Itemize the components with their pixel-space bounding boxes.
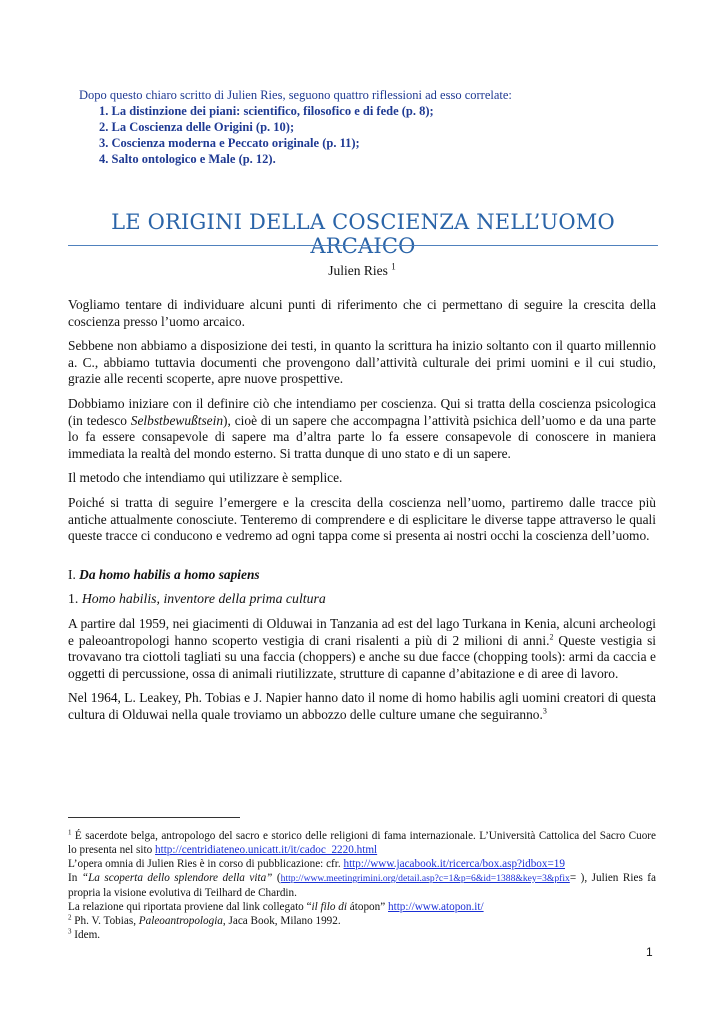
footnote-ref: 2: [549, 632, 554, 642]
paragraph: Dobbiamo iniziare con il definire ciò che intendiamo per coscienza. Qui si tratta della coscienza psicologica (in tedesco Selbstbewußtsein), cioè di un sapere che accompagna l’attività psichica dell’uomo e da una parte lo fa essere consapevole di sapere ma d’altra parte lo fa essere consapevole di conoscere in maniera immediata la realtà del mondo esterno. Si tratta dunque di uno stato e di un sapere.: [68, 395, 656, 461]
footnote-ref: 3: [542, 706, 547, 716]
paragraph: Il metodo che intendiamo qui utilizzare è semplice.: [68, 470, 343, 486]
paragraph: Vogliamo tentare di individuare alcuni punti di riferimento che ci permettano di seguire la crescita della coscienza presso l’uomo arcaico.: [68, 297, 656, 329]
list-item: 1. La distinzione dei piani: scientifico, filosofico e di fede (p. 8);: [99, 104, 434, 118]
paragraph: A partire dal 1959, nei giacimenti di Olduwai in Tanzania ad est del lago Turkana in Kenia, alcuni archeologi e paleoantropologi hanno scoperto vestigia di crani risalenti a più di 2 milioni di anni.$^2$ Queste vestigia si trovavano tra ciottoli tagliati su una faccia (choppers) e anche su due facce (chopping tools): armi da caccia e oggetti di percussione, ossa di animali riutilizzate, strutture di capanne d’abitazione e di aree di lavoro.: [68, 615, 656, 681]
section-heading: I. Da homo habilis a homo sapiens: [68, 566, 260, 582]
subsection-heading: 1. Homo habilis, inventore della prima cultura: [68, 591, 326, 607]
related-reflections-list: [79, 103, 679, 167]
list-item: 2. La Coscienza delle Origini (p. 10);: [99, 120, 295, 134]
author-name: Julien Ries: [328, 263, 388, 278]
footnote-divider: [68, 817, 240, 818]
footnotes: [68, 829, 656, 942]
title-divider: [68, 245, 658, 246]
footnote-2: $^2$ Ph. V. Tobias, Paleoantropologia, Jaca Book, Milano 1992.: [68, 913, 341, 927]
footnote-1-line2: L’opera omnia di Julien Ries è in corso di pubblicazione: cfr. http://www.jacabook.it/ricerca/box.asp?idbox=19: [68, 858, 565, 870]
paragraph: Poiché si tratta di seguire l’emergere e la crescita della coscienza nell’uomo, partiremo dalle tracce più antiche attualmente conosciute. Tenteremo di comprendere e di esplicitare le diverse tappe attraverso le quali queste tracce ci conducono e vedremo ad ogni tappa come si presenta ai nostri occhi la coscienza dell’uomo.: [68, 494, 656, 544]
footnote-3: $^3$ Idem.: [68, 927, 101, 941]
intro-block: [79, 87, 679, 167]
intro-lead: Dopo questo chiaro scritto di Julien Ries, seguono quattro riflessioni ad esso correlate:: [79, 88, 512, 102]
footnote-1-line3: In “La scoperta dello splendore della vita” (http://www.meetingrimini.org/detail.asp?c=1&p=6&id=1388&key=3&pfix= ), Julien Ries fa propria la visione evolutiva di Teilhard de Chardin.: [68, 872, 657, 899]
page-title: LE ORIGINI DELLA COSCIENZA NELL’UOMO ARCAICO: [111, 210, 615, 258]
meetingrimini-link[interactable]: http://www.meetingrimini.org/detail.asp?c=1&p=6&id=1388&key=3&pfix: [280, 873, 570, 884]
list-item: 4. Salto ontologico e Male (p. 12).: [99, 152, 276, 166]
footnote-ref: 1: [391, 261, 396, 272]
atopon-link[interactable]: http://www.atopon.it/: [388, 901, 484, 913]
german-term: Selbstbewußtsein: [130, 412, 224, 428]
author-line: [0, 263, 724, 279]
unicatt-link[interactable]: http://centridiateneo.unicatt.it/it/cadoc_2220.html: [155, 844, 378, 856]
main-text: [68, 297, 656, 731]
list-item: 3. Coscienza moderna e Peccato originale (p. 11);: [99, 136, 360, 150]
paragraph: Nel 1964, L. Leakey, Ph. Tobias e J. Napier hanno dato il nome di homo habilis agli uomini creatori di questa cultura di Olduwai nella quale troviamo un abbozzo delle culture umane che seguiranno.$^3$: [68, 690, 656, 722]
footnote-1-line4: La relazione qui riportata proviene dal link collegato “il filo di átopon” http://www.atopon.it/: [68, 901, 484, 913]
footnote-1: $^1$ É sacerdote belga, antropologo del sacro e storico delle religioni di fama internazionale. L’Università Cattolica del Sacro Cuore lo presenta nel sito http://centridiateneo.unicatt.it/it/cadoc_2220.html: [68, 828, 656, 856]
page-number: 1: [646, 945, 653, 959]
jacabook-link[interactable]: http://www.jacabook.it/ricerca/box.asp?idbox=19: [343, 858, 565, 870]
paragraph: Sebbene non abbiamo a disposizione dei testi, in quanto la scrittura ha inizio soltanto con il quarto millennio a. C., abbiamo tuttavia documenti che provengono dall’attività culturale dei primi uomini e il cui studio, grazie alle recenti scoperte, apre nuove prospettive.: [68, 338, 656, 387]
